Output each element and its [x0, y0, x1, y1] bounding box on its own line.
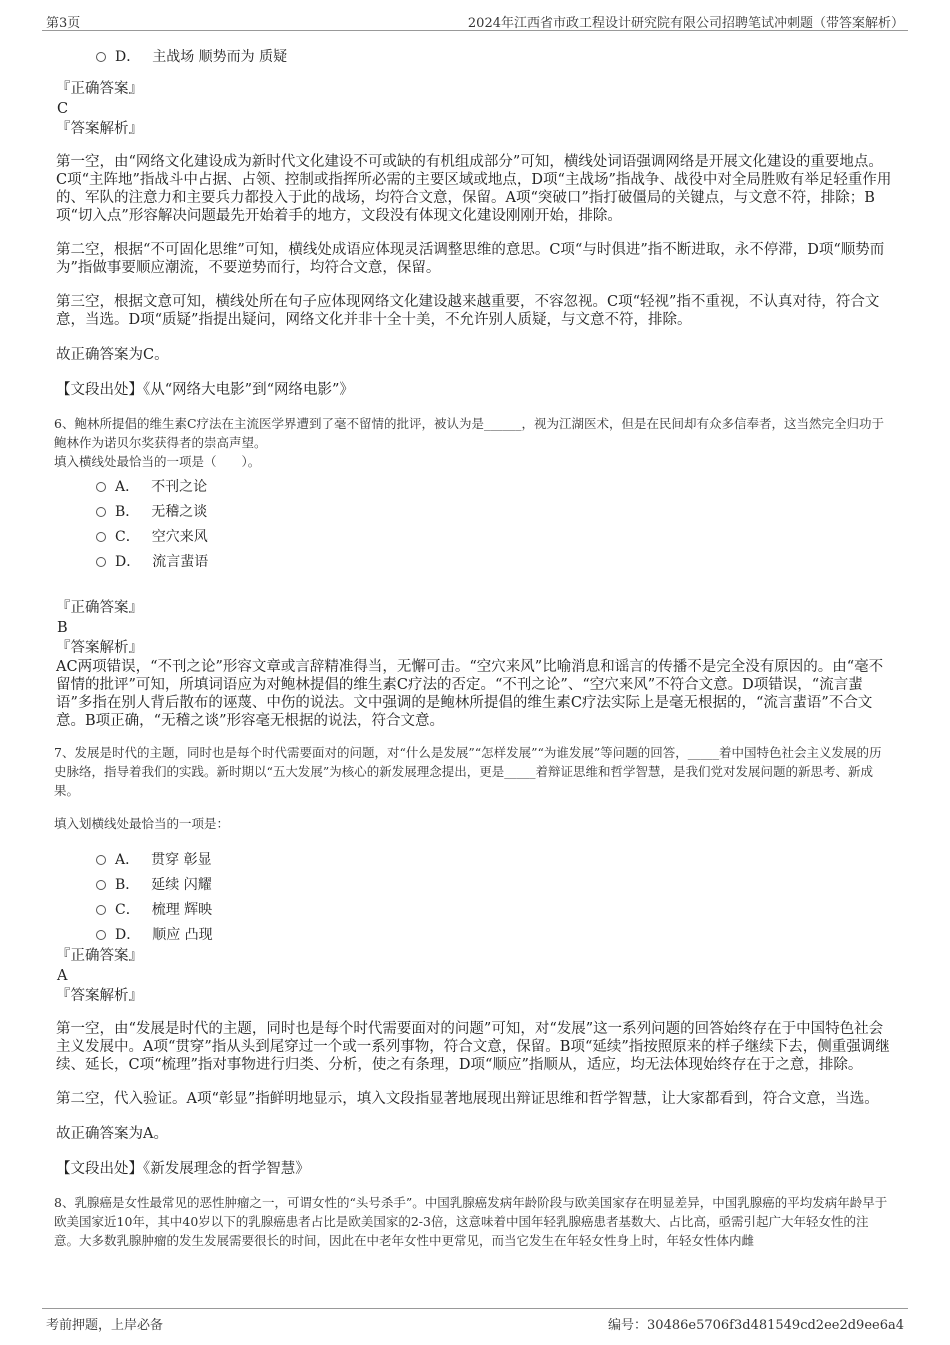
page-footer [42, 1308, 908, 1333]
correct-answer: A [57, 968, 68, 984]
option-c[interactable]: C． 梳理 辉映 [96, 896, 892, 921]
question-7-options [56, 846, 892, 946]
question-6-prompt: 填入横线处最恰当的一项是（ ）。 [54, 454, 261, 469]
analysis-paragraph: 第三空，根据文意可知，横线处所在句子应体现网络文化建设越来越重要，不容忽视。C项“轻视”指不重视，不认真对待，符合文意，当选。D项“质疑”指提出疑问，网络文化并非十全十美，不允许别人质疑，与文意不符，排除。 [56, 294, 880, 328]
radio-icon[interactable] [96, 855, 106, 865]
answer-label: 『正确答案』 [56, 948, 143, 964]
analysis-conclusion: 故正确答案为C。 [56, 347, 169, 363]
option-b[interactable]: B． 延续 闪耀 [96, 871, 892, 896]
document-id: 编号：30486e5706f3d481549cd2ee2d9ee6a4 [608, 1318, 904, 1333]
page-header [42, 8, 908, 31]
source-citation: 【文段出处】《从“网络大电影”到“网络电影”》 [56, 382, 354, 398]
source-citation: 【文段出处】《新发展理念的哲学智慧》 [56, 1161, 310, 1177]
analysis-conclusion: 故正确答案为A。 [56, 1126, 168, 1142]
analysis-label: 『答案解析』 [56, 121, 143, 137]
answer-label: 『正确答案』 [56, 81, 143, 97]
correct-answer: C [57, 101, 69, 117]
analysis-paragraph: 第二空，代入验证。A项“彰显”指鲜明地显示，填入文段指显著地展现出辩证思维和哲学智慧，让大家都看到，符合文意，当选。 [56, 1091, 879, 1107]
option-d[interactable]: D． 主战场 顺势而为 质疑 [96, 43, 892, 68]
analysis-paragraph: AC两项错误，“不刊之论”形容文章或言辞精准得当，无懈可击。“空穴来风”比喻消息和谣言的传播不是完全没有原因的。由“毫不留情的批评”可知，所填词语应为对鲍林提倡的维生素C疗法的否定。“不刊之论”、“空穴来风”不符合文意。D项错误，“流言蜚语”多指在别人背后散布的诬蔑、中伤的说法。文中强调的是鲍林所提倡的维生素C疗法实际上是毫无根据的，“流言蜚语”不合文意。B项正确，“无稽之谈”形容毫无根据的说法，符合文意。 [56, 659, 884, 729]
radio-icon[interactable] [96, 52, 106, 62]
document-title: 2024年江西省市政工程设计研究院有限公司招聘笔试冲刺题（带答案解析） [467, 16, 904, 31]
analysis-paragraph: 第二空，根据“不可固化思维”可知，横线处成语应体现灵活调整思维的意思。C项“与时俱进”指不断进取，永不停滞，D项“顺势而为”指做事要顺应潮流，不要逆势而行，均符合文意，保留。 [56, 242, 885, 276]
analysis-label: 『答案解析』 [56, 640, 143, 656]
analysis-paragraph: 第一空，由“发展是时代的主题，同时也是每个时代需要面对的问题”可知，对“发展”这一系列问题的回答始终存在于中国特色社会主义发展中。A项“贯穿”指从头到尾穿过一个或一系列事物，符合文意，保留。B项“延续”指按照原来的样子继续下去，侧重强调继续、延长，C项“梳理”指对事物进行归类、分析，使之有条理，D项“顺应”指顺从，适应，均无法体现始终存在于之意，排除。 [56, 1021, 890, 1073]
option-d[interactable]: D． 顺应 凸现 [96, 921, 892, 946]
radio-icon[interactable] [96, 905, 106, 915]
question-8-text: 8、乳腺癌是女性最常见的恶性肿瘤之一，可谓女性的“头号杀手”。中国乳腺癌发病年龄阶段与欧美国家存在明显差异，中国乳腺癌的平均发病年龄早于欧美国家近10年，其中40岁以下的乳腺癌患者占比是欧美国家的2-3倍，这意味着中国年轻乳腺癌患者基数大、占比高，亟需引起广大年轻女性的注意。大多数乳腺肿瘤的发生发展需要很长的时间，因此在中老年女性中更常见，而当它发生在年轻女性身上时，年轻女性体内雌 [54, 1195, 888, 1248]
answer-label: 『正确答案』 [56, 600, 143, 616]
analysis-label: 『答案解析』 [56, 988, 143, 1004]
page-number: 第3页 [46, 16, 81, 31]
option-a[interactable]: A． 不刊之论 [96, 473, 892, 498]
question-7-text: 7、发展是时代的主题，同时也是每个时代需要面对的问题，对“什么是发展”“怎样发展”“为谁发展”等问题的回答，_____着中国特色社会主义发展的历史脉络，指导着我们的实践。新时期以“五大发展”为核心的新发展理念提出，更是_____着辩证思维和哲学智慧，是我们党对发展问题的新思考、新成果。 [54, 745, 882, 798]
option-c[interactable]: C． 空穴来风 [96, 523, 892, 548]
option-d[interactable]: D． 流言蜚语 [96, 548, 892, 573]
radio-icon[interactable] [96, 532, 106, 542]
option-b[interactable]: B． 无稽之谈 [96, 498, 892, 523]
analysis-paragraph: 第一空，由“网络文化建设成为新时代文化建设不可或缺的有机组成部分”可知，横线处词语强调网络是开展文化建设的重要地点。C项“主阵地”指战斗中占据、占领、控制或指挥所必需的主要区域或地点，D项“主战场”指战争、战役中对全局胜败有举足轻重作用的、军队的注意力和主要兵力都投入于此的战场，均符合文意，保留。A项“突破口”指打破僵局的关键点，与文意不符，排除；B项“切入点”形容解决问题最先开始着手的地方，文段没有体现文化建设刚刚开始，排除。 [56, 154, 892, 224]
radio-icon[interactable] [96, 507, 106, 517]
radio-icon[interactable] [96, 482, 106, 492]
option-a[interactable]: A． 贯穿 彰显 [96, 846, 892, 871]
correct-answer: B [57, 620, 68, 636]
document-body [56, 40, 892, 1250]
question-6-text: 6、鲍林所提倡的维生素C疗法在主流医学界遭到了毫不留情的批评，被认为是______，视为江湖医术，但是在民间却有众多信奉者，这当然完全归功于鲍林作为诺贝尔奖获得者的崇高声望。 [54, 416, 885, 450]
radio-icon[interactable] [96, 930, 106, 940]
question-7-prompt: 填入划横线处最恰当的一项是： [54, 816, 230, 831]
radio-icon[interactable] [96, 880, 106, 890]
radio-icon[interactable] [96, 557, 106, 567]
question-6-options [56, 473, 892, 573]
footer-slogan: 考前押题，上岸必备 [46, 1318, 164, 1333]
